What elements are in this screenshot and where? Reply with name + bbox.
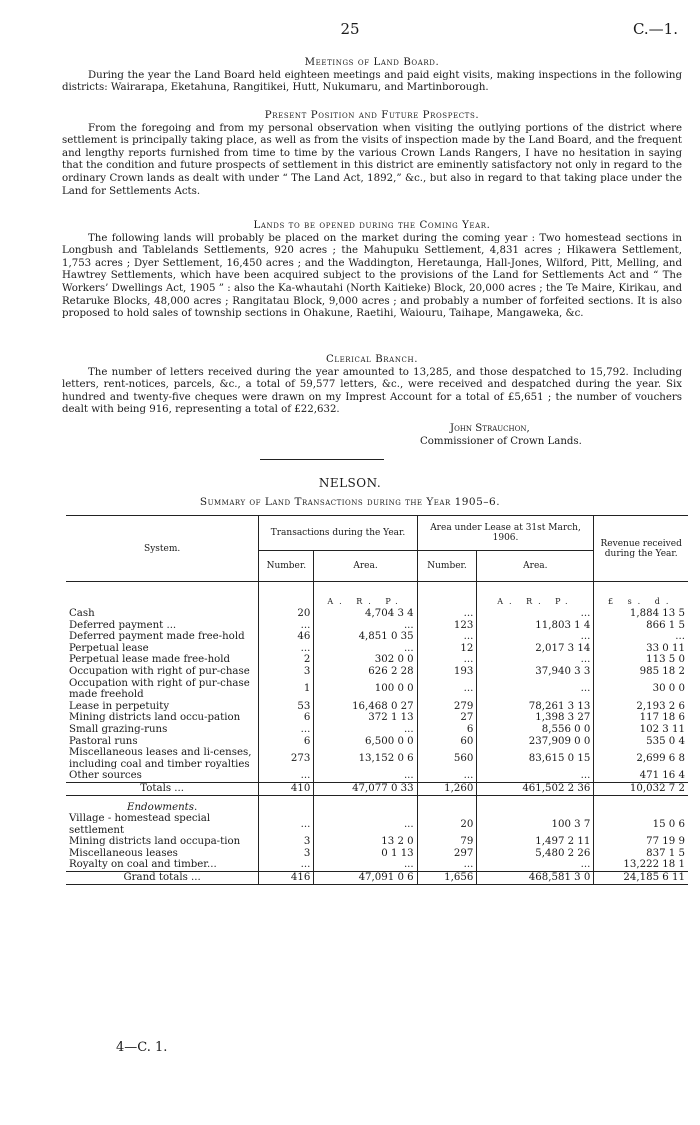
table-subtitle: Summary of Land Transactions during the Year 1905–6. (199, 496, 501, 508)
row-t-num: 3 (259, 836, 314, 848)
table-row (66, 712, 688, 724)
row-l-num: 60 (417, 736, 477, 748)
row-l-num: ... (417, 770, 477, 782)
row-system: Perpetual lease (69, 642, 149, 654)
row-t-num: 2 (259, 654, 314, 666)
totals-label: Totals ... (140, 782, 185, 794)
table-row (66, 620, 688, 632)
row-l-area: ... (477, 631, 594, 643)
row-l-area: 100 3 7 (477, 813, 594, 836)
row-t-area: 16,468 0 27 (314, 701, 417, 713)
clerical-section (62, 354, 682, 417)
page-number: 25 (340, 20, 360, 38)
row-t-num: 20 (259, 608, 314, 620)
table-row (66, 724, 688, 736)
row-system: Perpetual lease made free-hold (69, 654, 231, 666)
row-l-area: 5,480 2 26 (477, 848, 594, 860)
row-l-num: 279 (417, 701, 477, 713)
row-l-area: 1,398 3 27 (477, 712, 594, 724)
table-row (66, 631, 688, 643)
row-t-area: ... (314, 859, 417, 871)
totals-l-area: 461,502 2 36 (477, 782, 594, 795)
row-t-area: 100 0 0 (314, 678, 417, 701)
row-revenue: 866 1 5 (594, 620, 688, 632)
grand-totals-label: Grand totals ... (123, 872, 201, 884)
row-t-num: ... (259, 813, 314, 836)
row-t-num: ... (259, 724, 314, 736)
totals-rev: 10,032 7 2 (594, 782, 688, 795)
table-row (66, 859, 688, 871)
row-l-area: 2,017 3 14 (477, 643, 594, 655)
clerical-heading: Clerical Branch. (325, 354, 419, 365)
row-system: Pastoral runs (69, 735, 138, 747)
row-l-num: 79 (417, 836, 477, 848)
row-t-area: 626 2 28 (314, 666, 417, 678)
signature-block (420, 423, 582, 448)
unit-money: £ s. d. (607, 597, 675, 607)
row-revenue: 30 0 0 (594, 678, 688, 701)
grand-totals-t-area: 47,091 0 6 (314, 872, 417, 885)
row-l-num: 297 (417, 848, 477, 860)
totals-t-area: 47,077 0 33 (314, 782, 417, 795)
lands-section (62, 220, 682, 321)
grand-totals-l-area: 468,581 3 0 (477, 872, 594, 885)
header-revenue: Revenue received during the Year. (594, 516, 688, 582)
row-system: Occupation with right of pur-chase made freehold (69, 677, 250, 701)
land-transactions-table (66, 515, 688, 885)
table-row (66, 701, 688, 713)
row-t-area: 13 2 0 (314, 836, 417, 848)
row-t-area: 4,851 0 35 (314, 631, 417, 643)
row-t-num: 3 (259, 666, 314, 678)
row-l-area: 8,556 0 0 (477, 724, 594, 736)
row-system: Village - homestead special settlement (69, 813, 211, 836)
main-rows (66, 608, 688, 782)
row-system: Small grazing-runs (69, 723, 168, 735)
row-t-area: 0 1 13 (314, 848, 417, 860)
endowments-heading: Endowments. (127, 801, 198, 813)
lands-text: The following lands will probably be placed on the market during the coming year : Two homestead sections in Longbush and Tablelands Settlements, 920 acres ; the Mahupuku Settlement, 4,831 acres ; Hikawera Settlement, 1,753 acres ; Dyer Settlement, 16,450 acres ; and the Waddington, Heretaunga, Hall-Jones, Wilford, Pitt, Melling, and Hawtrey Settlements, which have been acquired subject to the provisions of the Land for Settlements Act and “ The Workers’ Dwellings Act, 1905 ” : also the Ka-whautahi (North Kaitieke) Block, 20,000 acres ; the Te Maire, Kirikau, and Retaruke Blocks, 48,000 acres ; Rangitatau Block, 9,000 acres ; and probably a number of forfeited sections. It is also proposed to hold sales of township sections in Ohakune, Raetihi, Waiouru, Taihape, Mangaweka, &c. (62, 232, 682, 320)
row-system: Lease in perpetuity (69, 700, 170, 712)
table-row (66, 666, 688, 678)
row-l-area: 1,497 2 11 (477, 836, 594, 848)
row-t-num: 1 (259, 678, 314, 701)
row-t-num: 273 (259, 747, 314, 770)
row-system: Royalty on coal and timber... (69, 859, 217, 871)
row-revenue: 77 19 9 (594, 836, 688, 848)
table-row (66, 813, 688, 836)
totals-l-num: 1,260 (417, 782, 477, 795)
row-l-area: ... (477, 654, 594, 666)
grand-totals-t-num: 416 (259, 872, 314, 885)
row-l-area: 78,261 3 13 (477, 701, 594, 713)
clerical-text: The number of letters received during the year amounted to 13,285, and those despatched to 15,792. Including letters, rent-notices, parcels, &c., a total of 59,577 letters, &c., were received and despatched during the year. Six hundred and twenty-five cheques were drawn on my Imprest Account for a total of £5,651 ; the number of vouchers dealt with being 916, representing a total of £22,632. (62, 366, 682, 416)
lands-heading: Lands to be opened during the Coming Year. (253, 220, 491, 231)
row-l-area: 83,615 0 15 (477, 747, 594, 770)
row-revenue: 1,884 13 5 (594, 608, 688, 620)
page-signature-mark: 4—C. 1. (116, 1040, 168, 1055)
row-system: Cash (69, 608, 95, 619)
row-l-num: 193 (417, 666, 477, 678)
row-revenue: 837 1 5 (594, 848, 688, 860)
row-system: Miscellaneous leases and li-censes, including coal and timber royalties (69, 747, 252, 770)
row-revenue: 985 18 2 (594, 666, 688, 678)
row-t-num: 3 (259, 848, 314, 860)
prospects-section (62, 110, 682, 198)
endowment-rows (66, 813, 688, 871)
row-revenue: 113 5 0 (594, 654, 688, 666)
row-l-num: ... (417, 631, 477, 643)
table-row (66, 654, 688, 666)
prospects-text: From the foregoing and from my personal observation when visiting the outlying portions of the district where settlement is principally taking place, as well as from the visits of inspection made by the Land Board, and the frequent and lengthy reports furnished from time to time by the various Crown Lands Rangers, I have no hesitation in saying that the condition and future prospects of settlement in this district are eminently satisfactory not only in regard to the ordinary Crown lands as dealt with under “ The Land Act, 1892,” &c., but also in regard to that taking place under the Land for Settlements Acts. (62, 122, 682, 197)
row-revenue: 2,699 6 8 (594, 747, 688, 770)
row-l-area: 11,803 1 4 (477, 620, 594, 632)
table-title: NELSON. (318, 476, 382, 490)
row-system: Deferred payment ... (69, 619, 177, 631)
row-revenue: 2,193 2 6 (594, 701, 688, 713)
row-l-area: ... (477, 859, 594, 871)
table-row (66, 747, 688, 770)
row-t-num: 6 (259, 736, 314, 748)
row-t-num: ... (259, 859, 314, 871)
grand-totals-rev: 24,185 6 11 (594, 872, 688, 885)
header-lease: Area under Lease at 31st March, 1906. (417, 516, 594, 551)
row-l-num: 6 (417, 724, 477, 736)
meetings-text: During the year the Land Board held eighteen meetings and paid eight visits, making inspections in the following districts: Wairarapa, Eketahuna, Rangitikei, Hutt, Nukumaru, and Martinborough. (62, 69, 682, 94)
table-row (66, 643, 688, 655)
row-t-area: 6,500 0 0 (314, 736, 417, 748)
table-row (66, 608, 688, 620)
row-l-num: 123 (417, 620, 477, 632)
row-revenue: 13,222 18 1 (594, 859, 688, 871)
unit-t-area: A. R. P. (327, 597, 404, 607)
row-t-num: ... (259, 620, 314, 632)
header-l-number: Number. (417, 551, 477, 582)
row-l-area: 237,909 0 0 (477, 736, 594, 748)
row-t-area: ... (314, 620, 417, 632)
section-divider (260, 459, 384, 460)
signatory-title: Commissioner of Crown Lands. (420, 435, 582, 447)
row-t-area: ... (314, 724, 417, 736)
row-l-num: ... (417, 654, 477, 666)
header-l-area: Area. (477, 551, 594, 582)
row-t-num: 46 (259, 631, 314, 643)
row-system: Mining districts land occupa-tion (69, 836, 241, 848)
row-l-num: ... (417, 678, 477, 701)
unit-l-area: A. R. P. (497, 597, 574, 607)
row-revenue: ... (594, 631, 688, 643)
grand-totals-row (66, 872, 688, 885)
table-row (66, 736, 688, 748)
row-revenue: 33 0 11 (594, 643, 688, 655)
row-revenue: 15 0 6 (594, 813, 688, 836)
row-l-area: ... (477, 608, 594, 620)
row-l-num: ... (417, 608, 477, 620)
table-row (66, 848, 688, 860)
table-row (66, 678, 688, 701)
row-t-num: ... (259, 770, 314, 782)
row-system: Miscellaneous leases (69, 847, 178, 859)
row-l-area: ... (477, 770, 594, 782)
row-t-area: 4,704 3 4 (314, 608, 417, 620)
signatory-name: John Strauchon, (450, 423, 530, 434)
prospects-heading: Present Position and Future Prospects. (264, 110, 480, 121)
row-revenue: 535 0 4 (594, 736, 688, 748)
row-t-area: 302 0 0 (314, 654, 417, 666)
row-t-num: 53 (259, 701, 314, 713)
row-system: Deferred payment made free-hold (69, 631, 245, 643)
row-l-num: 560 (417, 747, 477, 770)
totals-row (66, 782, 688, 795)
header-system: System. (144, 543, 181, 554)
row-l-area: ... (477, 678, 594, 701)
row-l-num: 27 (417, 712, 477, 724)
totals-t-num: 410 (259, 782, 314, 795)
table-row (66, 836, 688, 848)
header-t-number: Number. (259, 551, 314, 582)
header-t-area: Area. (314, 551, 417, 582)
row-revenue: 471 16 4 (594, 770, 688, 782)
meetings-section (62, 57, 682, 95)
row-revenue: 117 18 6 (594, 712, 688, 724)
row-l-num: 12 (417, 643, 477, 655)
row-l-num: 20 (417, 813, 477, 836)
row-l-num: ... (417, 859, 477, 871)
table-row (66, 770, 688, 782)
row-t-num: ... (259, 643, 314, 655)
document-reference: C.—1. (632, 20, 678, 38)
row-system: Other sources (69, 770, 142, 782)
row-l-area: 37,940 3 3 (477, 666, 594, 678)
row-t-num: 6 (259, 712, 314, 724)
row-system: Occupation with right of pur-chase (69, 665, 250, 677)
row-t-area: 372 1 13 (314, 712, 417, 724)
row-t-area: ... (314, 643, 417, 655)
row-t-area: ... (314, 770, 417, 782)
row-system: Mining districts land occu-pation (69, 712, 241, 724)
meetings-heading: Meetings of Land Board. (304, 57, 440, 68)
row-t-area: 13,152 0 6 (314, 747, 417, 770)
row-t-area: ... (314, 813, 417, 836)
grand-totals-l-num: 1,656 (417, 872, 477, 885)
header-transactions: Transactions during the Year. (259, 516, 417, 551)
row-revenue: 102 3 11 (594, 724, 688, 736)
